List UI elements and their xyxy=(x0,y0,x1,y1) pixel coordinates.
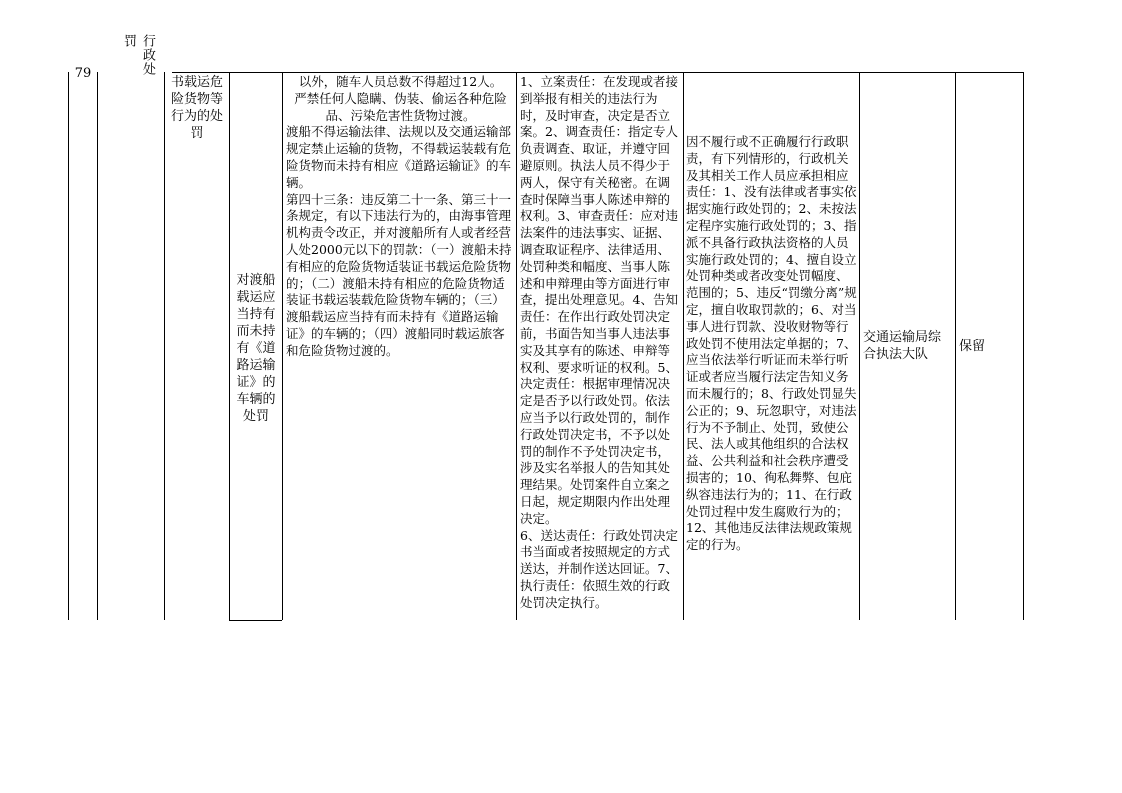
category-cell xyxy=(99,34,163,86)
basis-paragraph: 第四十三条：违反第二十一条、第三十一条规定，有以下违法行为的，由海事管理机构责令改正，并对渡船所有人或者经营人处2000元以下的罚款：（一）渡船未持有相应的危险货物适装证书载运危险货物的；（二）渡船未持有相应的危险货物适装证书载运装载危险货物车辆的；（三）渡船载运应当持有而未持有《道路运输证》的车辆的；（四）渡船同时载运旅客和危险货物过渡的。 xyxy=(286,191,512,358)
responsibility-paragraph: 6、送达责任：行政处罚决定书当面或者按照规定的方式送达，并制作送达回证。7、执行责任：依照生效的行政处罚决定执行。 xyxy=(520,527,678,610)
basis-paragraph: 以外，随车人员总数不得超过12人。 xyxy=(298,74,503,89)
category-text: 行政处罚 xyxy=(121,34,155,76)
row-number-cell xyxy=(70,66,96,84)
sub-item-name: 对渡船载运应当持有而未持有《道路运输证》的车辆的处罚 xyxy=(236,273,276,424)
row-number: 79 xyxy=(74,66,92,81)
parent-item-name: 书载运危险货物等行为的处罚 xyxy=(170,75,223,141)
responsibility-cell xyxy=(520,74,680,620)
department-text: 交通运输局综合执法大队 xyxy=(863,330,942,362)
legal-basis-cell xyxy=(286,74,515,360)
status-text: 保留 xyxy=(959,339,986,354)
accountability-text: 因不履行或不正确履行行政职责，有下列情形的，行政机关及其相关工作人员应承担相应责任：1、没有法律或者事实依据实施行政处罚的；2、未按法定程序实施行政处罚的；3、指派不具备行政执法资格的人员实施行政处罚的；4、擅自设立处罚种类或者改变处罚幅度、范围的；5、违反“罚缴分离”规定，擅自收取罚款的；6、对当事人进行罚款、没收财物等行政处罚不使用法定单据的；7、应当依法举行听证而未举行听证或者应当履行法定告知义务而未履行的；8、行政处罚显失公正的；9、玩忽职守，对违法行为不予制止、处罚，致使公民、法人或其他组织的合法权益、公共利益和社会秩序遭受损害的；10、徇私舞弊、包庇纵容违法行为的；11、在行政处罚过程中发生腐败行为的；12、其他违反法律法规政策规定的行为。 xyxy=(686,134,857,553)
basis-paragraph: 严禁任何人隐瞒、伪装、偷运各种危险品、污染危害性货物过渡。 xyxy=(294,90,507,123)
responsibility-paragraph: 1、立案责任：在发现或者接到举报有相关的违法行为时，及时审查，决定是否立案。2、调查责任：指定专人负责调查、取证，并遵守回避原则。执法人员不得少于两人，保守有关秘密。在调查时保障当事人陈述申辩的权利。3、审查责任：应对违法案件的违法事实、证据、调查取证程序、法律适用、处罚种类和幅度、当事人陈述和申辩理由等方面进行审查，提出处理意见。4、告知责任：在作出行政处罚决定前，书面告知当事人违法事实及其享有的陈述、申辩等权利、要求听证的权利。5、决定责任：根据审理情况决定是否予以行政处罚。依法应当予以行政处罚的，制作行政处罚决定书，不予以处罚的制作不予处罚决定书，涉及实名举报人的告知其处理结果。处罚案件自立案之日起，规定期限内作出处理决定。 xyxy=(520,74,678,526)
basis-paragraph: 渡船不得运输法律、法规以及交通运输部规定禁止运输的货物，不得载运装载有危险货物而未持有相应《道路运输证》的车辆。 xyxy=(286,124,512,190)
